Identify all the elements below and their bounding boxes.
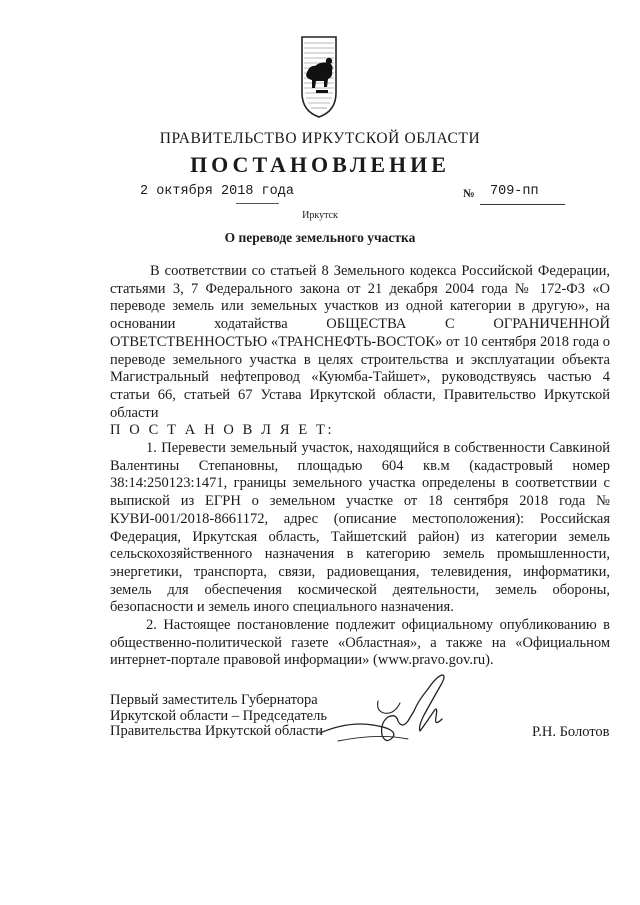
signer-position [110, 693, 327, 740]
document-number: 709-пп [490, 184, 539, 199]
document-type: ПОСТАНОВЛЕНИЕ [190, 152, 450, 177]
preamble-paragraph: В соответствии со статьей 8 Земельного кодекса Российской Федерации, статьями 3, 7 Федерального закона от 21 декабря 2004 года № 172-ФЗ «О переводе земель или земельных участков из одной категории в другую», на основании ходатайства ОБЩЕСТВА С ОГРАНИЧЕННОЙ ОТВЕТСТВЕННОСТЬЮ «ТРАНСНЕФТЬ-ВОСТОК» от 10 сентября 2018 года о переводе земельного участка в целях строительства и эксплуатации объекта Магистральный нефтепровод «Куюмба-Тайшет», руководствуясь частью 4 статьи 66, статьей 67 Устава Иркутской области, Правительство Иркутской области [110, 263, 610, 421]
signer-position-line: Первый заместитель Губернатора [110, 692, 318, 708]
document-date: 2 октября 2018 года [140, 184, 294, 199]
signer-position-line: Правительства Иркутской области [110, 723, 324, 740]
decree-keyword: П О С Т А Н О В Л Я Е Т: [110, 422, 335, 439]
date-underline [236, 203, 279, 204]
handwritten-signature [318, 671, 468, 756]
signer-name: Р.Н. Болотов [532, 724, 610, 740]
decree-item-1: 1. Перевести земельный участок, находящийся в собственности Савкиной Валентины Степановны, площадью 604 кв.м (кадастровый номер 38:14:250123:1471, границы земельного участка определены в соответствии с выпиской из ЕГРН о земельном участке от 18 сентября 2018 года № КУВИ-001/2018-8661172, адрес (описание местоположения): Российская Федерация, Иркутская область, Тайшетский район) из категории земель сельскохозяйственного назначения в категорию земель промышленности, энергетики, транспорта, связи, радиовещания, телевидения, информатики, земель для обеспечения космической деятельности, земель обороны, безопасности и земель иного специального назначения. [110, 440, 610, 616]
number-underline [480, 204, 565, 205]
document-subject: О переводе земельного участка [224, 230, 416, 245]
irkutsk-coat-of-arms-icon [299, 35, 339, 119]
decree-item-2: 2. Настоящее постановление подлежит официальному опубликованию в общественно-политической газете «Областная», а также на «Официальном интернет-портале правовой информации» (www.pravo.gov.ru). [110, 617, 610, 669]
signer-position-line: Иркутской области – Председатель [110, 707, 327, 724]
document-body [110, 263, 610, 670]
government-title: ПРАВИТЕЛЬСТВО ИРКУТСКОЙ ОБЛАСТИ [159, 130, 481, 147]
number-sign: № [463, 188, 475, 200]
city-name: Иркутск [302, 210, 338, 221]
